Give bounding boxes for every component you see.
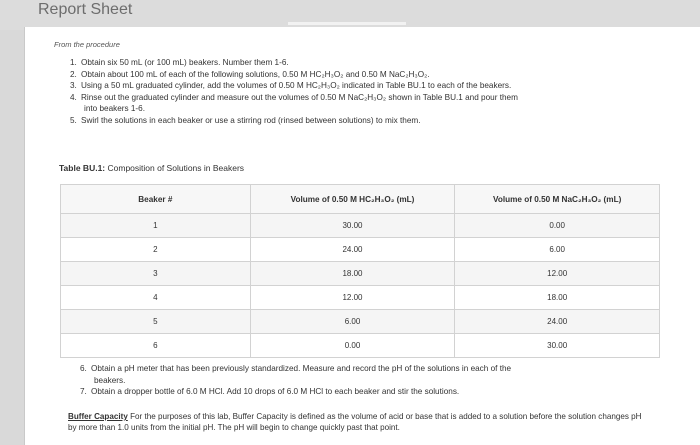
acid-volume-cell: 30.00 bbox=[250, 214, 455, 238]
beaker-cell: 4 bbox=[61, 286, 251, 310]
beaker-cell: 6 bbox=[61, 334, 251, 358]
table-caption-label: Table BU.1: bbox=[59, 163, 106, 173]
step-text: Using a 50 mL graduated cylinder, add the volumes of 0.50 M HC₂H₃O₂ indicated in Table BU.1 to each of the beakers. bbox=[81, 81, 512, 90]
column-header-acetate-volume: Volume of 0.50 M NaC₂H₃O₂ (mL) bbox=[455, 185, 660, 214]
table-row bbox=[61, 238, 660, 262]
procedure-step bbox=[70, 57, 660, 69]
beaker-cell: 2 bbox=[61, 238, 251, 262]
table-row bbox=[61, 334, 660, 358]
step-continuation: beakers. bbox=[94, 375, 126, 385]
column-header-beaker: Beaker # bbox=[61, 185, 251, 214]
acid-volume-cell: 12.00 bbox=[250, 286, 455, 310]
table-row bbox=[61, 214, 660, 238]
procedure-step bbox=[70, 80, 660, 92]
acetate-volume-cell: 6.00 bbox=[455, 238, 660, 262]
procedure-step bbox=[70, 115, 660, 127]
buffer-capacity-text: For the purposes of this lab, Buffer Capacity is defined as the volume of acid or base that is added to a solution before the solution changes pH by more than 1.0 units from the initial pH. The pH will begin to change quickly past that point. bbox=[68, 412, 642, 432]
step-number: 5. bbox=[70, 115, 77, 125]
step-text: Rinse out the graduated cylinder and measure out the volumes of 0.50 M NaC₂H₃O₂ shown in Table BU.1 and pour them bbox=[81, 92, 518, 102]
column-header-acid-volume: Volume of 0.50 M HC₂H₃O₂ (mL) bbox=[250, 185, 455, 214]
acid-volume-cell: 24.00 bbox=[250, 238, 455, 262]
step-text: Obtain about 100 mL of each of the following solutions, 0.50 M HC₂H₃O₂ and 0.50 M NaC₂H₃O₂. bbox=[81, 69, 430, 79]
page-title: Report Sheet bbox=[38, 1, 133, 18]
acetate-volume-cell: 18.00 bbox=[455, 286, 660, 310]
intro-label: From the procedure bbox=[54, 40, 120, 49]
procedure-step bbox=[70, 92, 660, 115]
table-row bbox=[61, 310, 660, 334]
header-divider bbox=[288, 22, 406, 25]
acetate-volume-cell: 0.00 bbox=[455, 214, 660, 238]
step-number: 3. bbox=[70, 81, 77, 90]
step-text: Obtain a pH meter that has been previously standardized. Measure and record the pH of the solutions in each of the bbox=[91, 364, 512, 373]
procedure-steps-continued bbox=[80, 363, 640, 398]
table-caption bbox=[59, 163, 244, 173]
buffer-capacity-title: Buffer Capacity bbox=[68, 412, 128, 421]
procedure-step bbox=[70, 69, 660, 81]
step-continuation: into beakers 1-6. bbox=[84, 104, 145, 113]
buffer-capacity-definition bbox=[68, 412, 648, 433]
step-number: 7. bbox=[80, 387, 87, 396]
step-number: 2. bbox=[70, 69, 77, 79]
procedure-steps bbox=[70, 57, 660, 126]
procedure-step bbox=[80, 363, 640, 386]
step-number: 1. bbox=[70, 58, 77, 67]
acid-volume-cell: 6.00 bbox=[250, 310, 455, 334]
acid-volume-cell: 0.00 bbox=[250, 334, 455, 358]
composition-table bbox=[60, 184, 660, 358]
step-text: Obtain six 50 mL (or 100 mL) beakers. Number them 1-6. bbox=[81, 58, 289, 67]
step-text: Obtain a dropper bottle of 6.0 M HCl. Add 10 drops of 6.0 M HCl to each beaker and stir the solutions. bbox=[91, 387, 460, 396]
beaker-cell: 3 bbox=[61, 262, 251, 286]
beaker-cell: 5 bbox=[61, 310, 251, 334]
acetate-volume-cell: 24.00 bbox=[455, 310, 660, 334]
acetate-volume-cell: 12.00 bbox=[455, 262, 660, 286]
report-header bbox=[0, 0, 700, 30]
acid-volume-cell: 18.00 bbox=[250, 262, 455, 286]
beaker-cell: 1 bbox=[61, 214, 251, 238]
step-number: 4. bbox=[70, 92, 77, 102]
table-row bbox=[61, 262, 660, 286]
table-caption-text: Composition of Solutions in Beakers bbox=[105, 163, 245, 173]
procedure-step bbox=[80, 386, 640, 398]
table-header-row bbox=[61, 185, 660, 214]
step-number: 6. bbox=[80, 364, 87, 373]
acetate-volume-cell: 30.00 bbox=[455, 334, 660, 358]
table-row bbox=[61, 286, 660, 310]
step-text: Swirl the solutions in each beaker or use a stirring rod (rinsed between solutions) to mix them. bbox=[81, 115, 421, 125]
